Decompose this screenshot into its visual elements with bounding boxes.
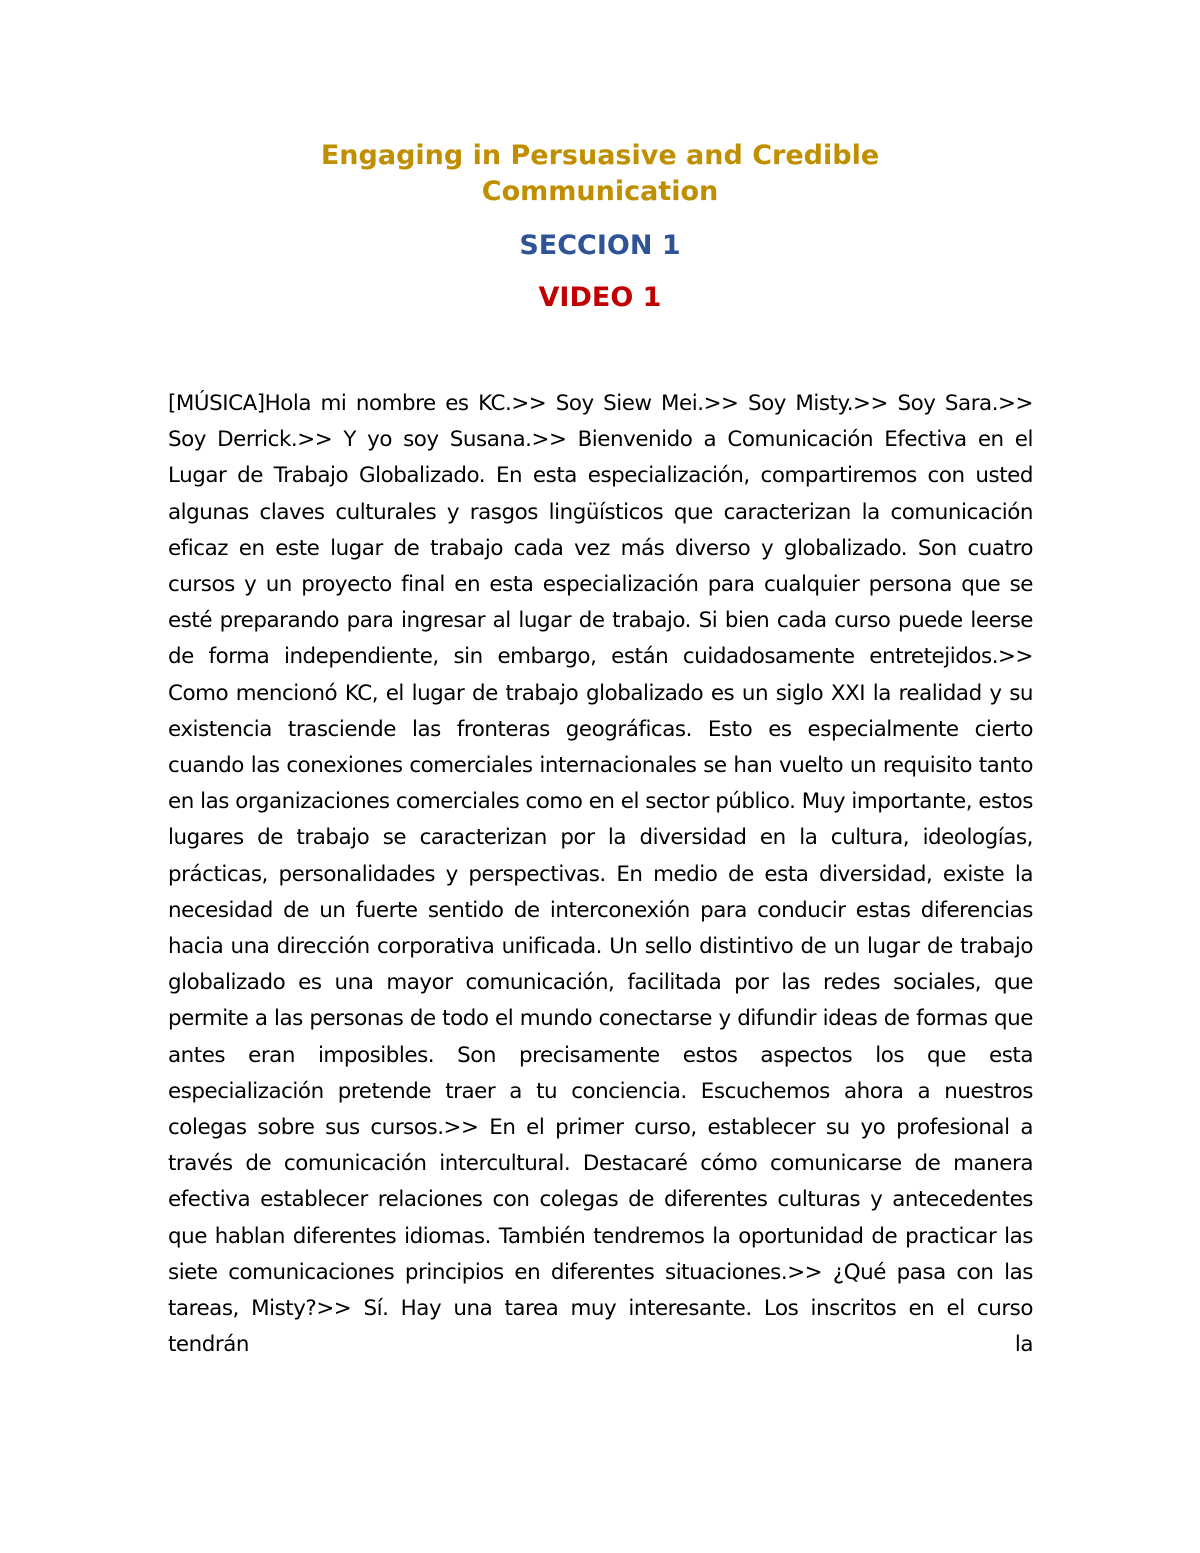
document-title: Engaging in Persuasive and Credible Communication bbox=[320, 140, 880, 207]
section-heading: SECCION 1 bbox=[519, 230, 681, 261]
transcript-paragraph: [MÚSICA]Hola mi nombre es KC.>> Soy Siew Mei.>> Soy Misty.>> Soy Sara.>> Soy Derrick.>> Y yo soy Susana.>> Bienvenido a Comunicación Efectiva en el Lugar de Trabajo Globalizado. En esta especialización, compartiremos con usted algunas claves culturales y rasgos lingüísticos que caracterizan la comunicación eficaz en este lugar de trabajo cada vez más diverso y globalizado. Son cuatro cursos y un proyecto final en esta especialización para cualquier persona que se esté preparando para ingresar al lugar de trabajo. Si bien cada curso puede leerse de forma independiente, sin embargo, están cuidadosamente entretejidos.>> Como mencionó KC, el lugar de trabajo globalizado es un siglo XXI la realidad y su existencia trasciende las fronteras geográficas. Esto es especialmente cierto cuando las conexiones comerciales internacionales se han vuelto un requisito tanto en las organizaciones comerciales como en el sector público. Muy importante, estos lugares de trabajo se caracterizan por la diversidad en la cultura, ideologías, prácticas, personalidades y perspectivas. En medio de esta diversidad, existe la necesidad de un fuerte sentido de interconexión para conducir estas diferencias hacia una dirección corporativa unificada. Un sello distintivo de un lugar de trabajo globalizado es una mayor comunicación, facilitada por las redes sociales, que permite a las personas de todo el mundo conectarse y difundir ideas de formas que antes eran imposibles. Son precisamente estos aspectos los que esta especialización pretende traer a tu conciencia. Escuchemos ahora a nuestros colegas sobre sus cursos.>> En el primer curso, establecer su yo profesional a través de comunicación intercultural. Destacaré cómo comunicarse de manera efectiva establecer relaciones con colegas de diferentes culturas y antecedentes que hablan diferentes idiomas. También tendremos la oportunidad de practicar las siete comunicaciones principios en diferentes situaciones.>> ¿Qué pasa con las tareas, Misty?>> Sí. Hay una tarea muy interesante. Los inscritos en el curso tendrán la bbox=[168, 391, 1033, 1358]
video-heading: VIDEO 1 bbox=[538, 282, 662, 313]
